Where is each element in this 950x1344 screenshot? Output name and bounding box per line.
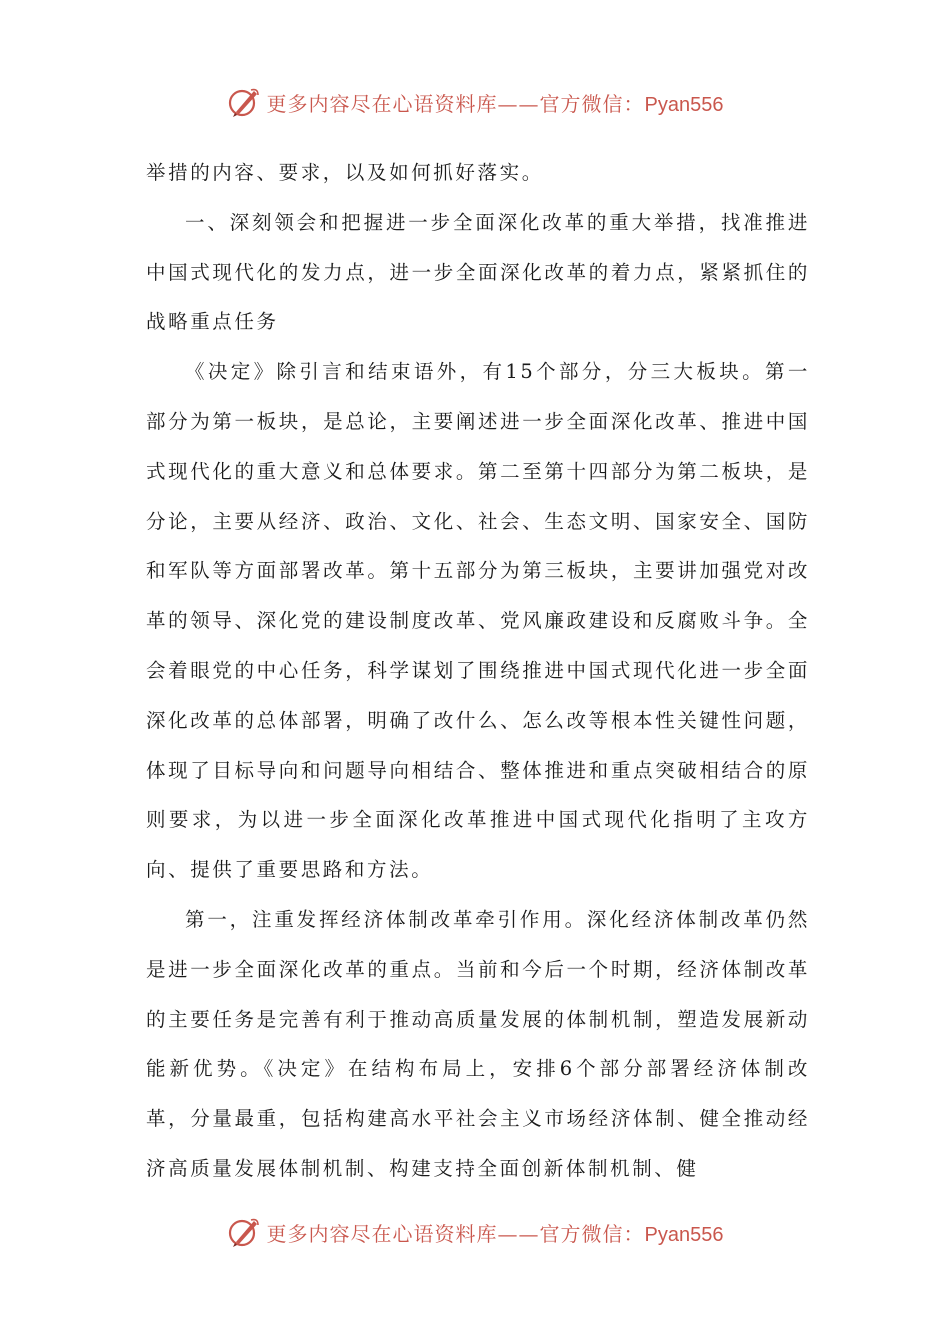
paragraph-continuation: 举措的内容、要求，以及如何抓好落实。 [146, 161, 544, 184]
header-brand-text: 更多内容尽在心语资料库——官方微信：Pyan556 [266, 91, 724, 116]
header-banner [0, 80, 950, 124]
footer-banner [0, 1210, 950, 1254]
paragraph: 《决定》除引言和结束语外，有15个部分，分三大板块。第一部分为第一板块，是总论，主要阐述进一步全面深化改革、推进中国式现代化的重大意义和总体要求。第二至第十四部分为第二板块，是分论，主要从经济、政治、文化、社会、生态文明、国家安全、国防和军队等方面部署改革。第十五部分为第三板块，主要讲加强党对改革的领导、深化党的建设制度改革、党风廉政建设和反腐败斗争。全会着眼党的中心任务，科学谋划了围绕推进中国式现代化进一步全面深化改革的总体部署，明确了改什么、怎么改等根本性关键性问题，体现了目标导向和问题导向相结合、整体推进和重点突破相结合的原则要求，为以进一步全面深化改革推进中国式现代化指明了主攻方向、提供了重要思路和方法。 [146, 360, 810, 882]
header-wechat-id: Pyan556 [644, 93, 724, 116]
quill-pen-logo-icon [227, 1215, 261, 1249]
footer-brand-text: 更多内容尽在心语资料库——官方微信：Pyan556 [266, 1221, 724, 1246]
paragraph: 第一，注重发挥经济体制改革牵引作用。深化经济体制改革仍然是进一步全面深化改革的重点。当前和今后一个时期，经济体制改革的主要任务是完善有利于推动高质量发展的体制机制，塑造发展新动能新优势。《决定》在结构布局上，安排6个部分部署经济体制改革，分量最重，包括构建高水平社会主义市场经济体制、健全推动经济高质量发展体制机制、构建支持全面创新体制机制、健 [146, 907, 810, 1180]
footer-wechat-id: Pyan556 [644, 1223, 724, 1246]
quill-pen-logo-icon [227, 85, 261, 119]
section-heading: 一、深刻领会和把握进一步全面深化改革的重大举措，找准推进中国式现代化的发力点，进一步全面深化改革的着力点，紧紧抓住的战略重点任务 [146, 210, 810, 334]
document-body [146, 148, 810, 1194]
